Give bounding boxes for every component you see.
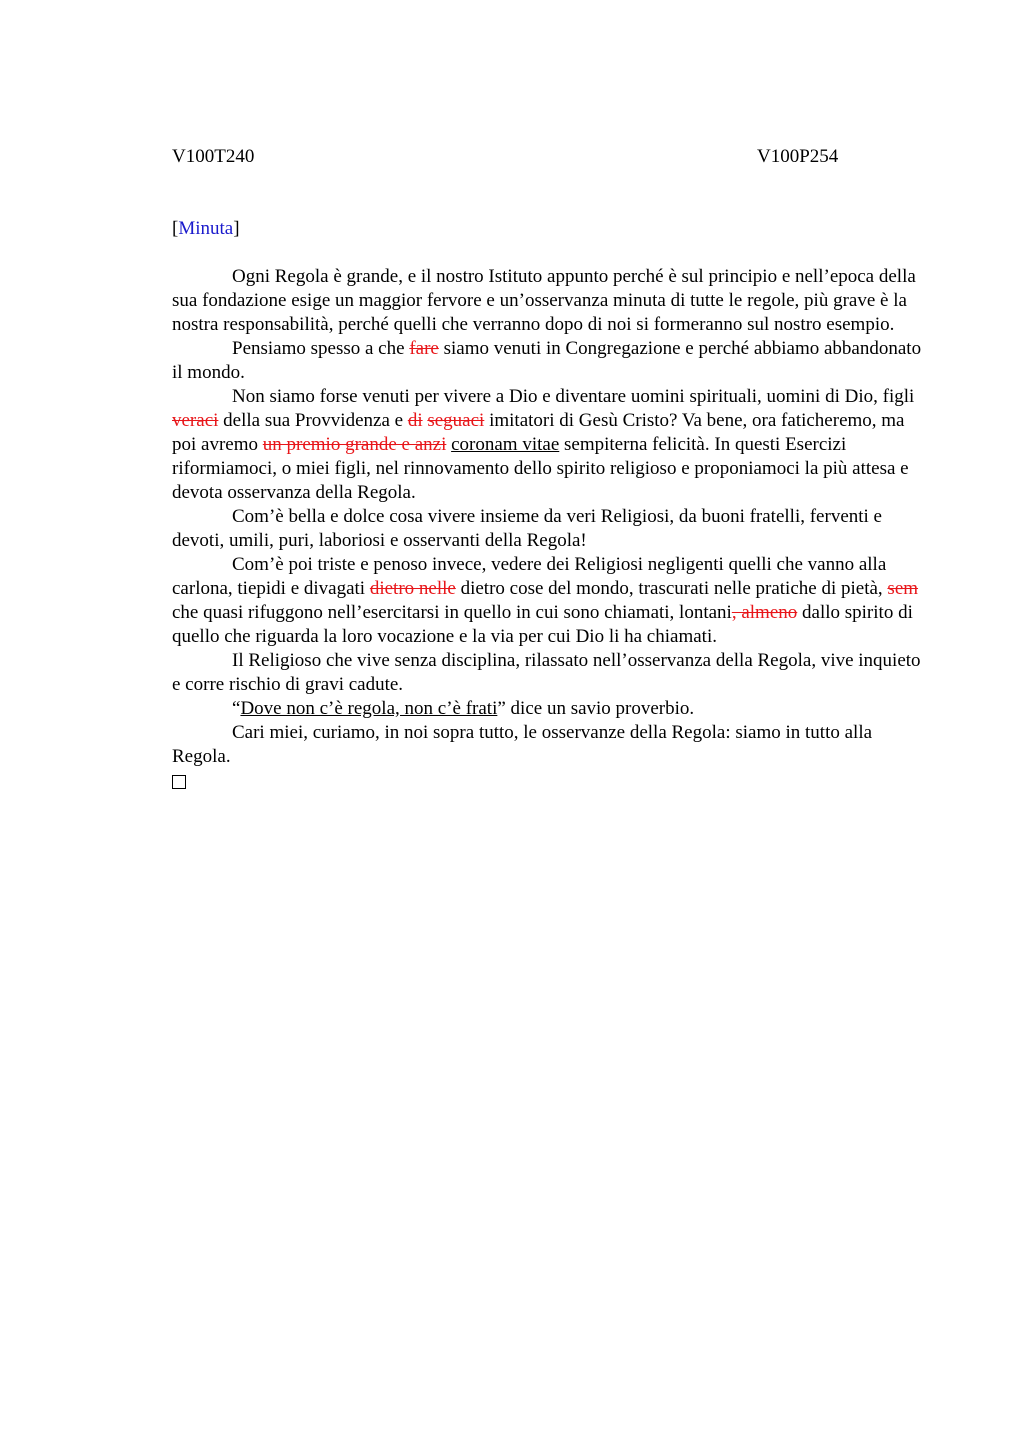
text-run: Com’è bella e dolce cosa vivere insieme da veri Religiosi, da buoni fratelli, ferventi e devoti, umili, puri, laboriosi e osservanti della Regola!: [172, 506, 882, 551]
text-run: Com’è poi triste e penoso invece, vedere dei Religiosi negligenti quelli che vanno alla carlona, tiepidi e divagati: [172, 554, 887, 599]
text-run: sempiterna felicità. In questi Esercizi riformiamoci, o miei figli, nel rinnovamento dello spirito religioso e proponiamoci la più attesa e devota osservanza della Regola.: [172, 434, 909, 503]
deleted-text: dietro nelle: [369, 578, 456, 599]
paragraph-7: [172, 697, 927, 721]
underlined-text: Dove non c’è regola, non c’è frati: [240, 698, 498, 719]
text-run: imitatori di Gesù Cristo? Va bene, ora faticheremo, ma poi avremo: [172, 410, 905, 455]
label-open-bracket: [: [172, 218, 179, 239]
text-run: Ogni Regola è grande, e il nostro Istituto appunto perché è sul principio e nell’epoca della sua fondazione esige un maggior fervore e un’osservanza minuta di tutte le regole, più grave è la nostra responsabilità, perché quelli che verranno dopo di noi si formeranno sul nostro esempio.: [172, 266, 916, 335]
document-code-left: V100T240: [172, 146, 255, 167]
deleted-text: veraci: [172, 410, 219, 431]
deleted-text: fare: [409, 338, 439, 359]
paragraph-8: [172, 721, 927, 769]
paragraph-4: [172, 505, 927, 553]
paragraph-2: [172, 337, 927, 385]
deleted-text: sem: [887, 578, 919, 599]
deleted-text: di: [407, 410, 423, 431]
open-quote: “: [232, 698, 241, 719]
deleted-text: , almeno: [731, 602, 798, 623]
close-quote: ”: [497, 698, 506, 719]
document-label: [172, 218, 240, 240]
deleted-text: un premio grande e anzi: [262, 434, 447, 455]
text-run: siamo venuti in Congregazione e perché abbiamo abbandonato il mondo.: [172, 338, 922, 383]
paragraph-5: [172, 553, 927, 649]
text-run: che quasi rifuggono nell’esercitarsi in quello in cui sono chiamati, lontani: [172, 602, 732, 623]
paragraph-1: [172, 265, 927, 337]
paragraph-3: [172, 385, 927, 505]
text-run: Cari miei, curiamo, in noi sopra tutto, le osservanze della Regola: siamo in tutto alla Regola.: [172, 722, 873, 767]
text-run: dietro cose del mondo, trascurati nelle pratiche di pietà,: [455, 578, 888, 599]
text-run: dallo spirito di quello che riguarda la loro vocazione e la via per cui Dio li ha chiamati.: [172, 602, 913, 647]
paragraph-6: [172, 649, 927, 697]
document-code-right: V100P254: [757, 146, 839, 167]
text-run: Pensiamo spesso a che: [232, 338, 410, 359]
label-word: Minuta: [178, 218, 234, 239]
deleted-text: seguaci: [427, 410, 485, 431]
label-close-bracket: ]: [233, 218, 240, 239]
underlined-text: coronam vitae: [451, 434, 560, 455]
document-body: [172, 265, 927, 789]
text-run: della sua Provvidenza e: [218, 410, 408, 431]
text-run: dice un savio proverbio.: [505, 698, 695, 719]
text-run: Il Religioso che vive senza disciplina, rilassato nell’osservanza della Regola, vive inquieto e corre rischio di gravi cadute.: [172, 650, 921, 695]
end-of-document-box-icon: [172, 775, 186, 789]
text-run: Non siamo forse venuti per vivere a Dio e diventare uomini spirituali, uomini di Dio, figli: [232, 386, 915, 407]
